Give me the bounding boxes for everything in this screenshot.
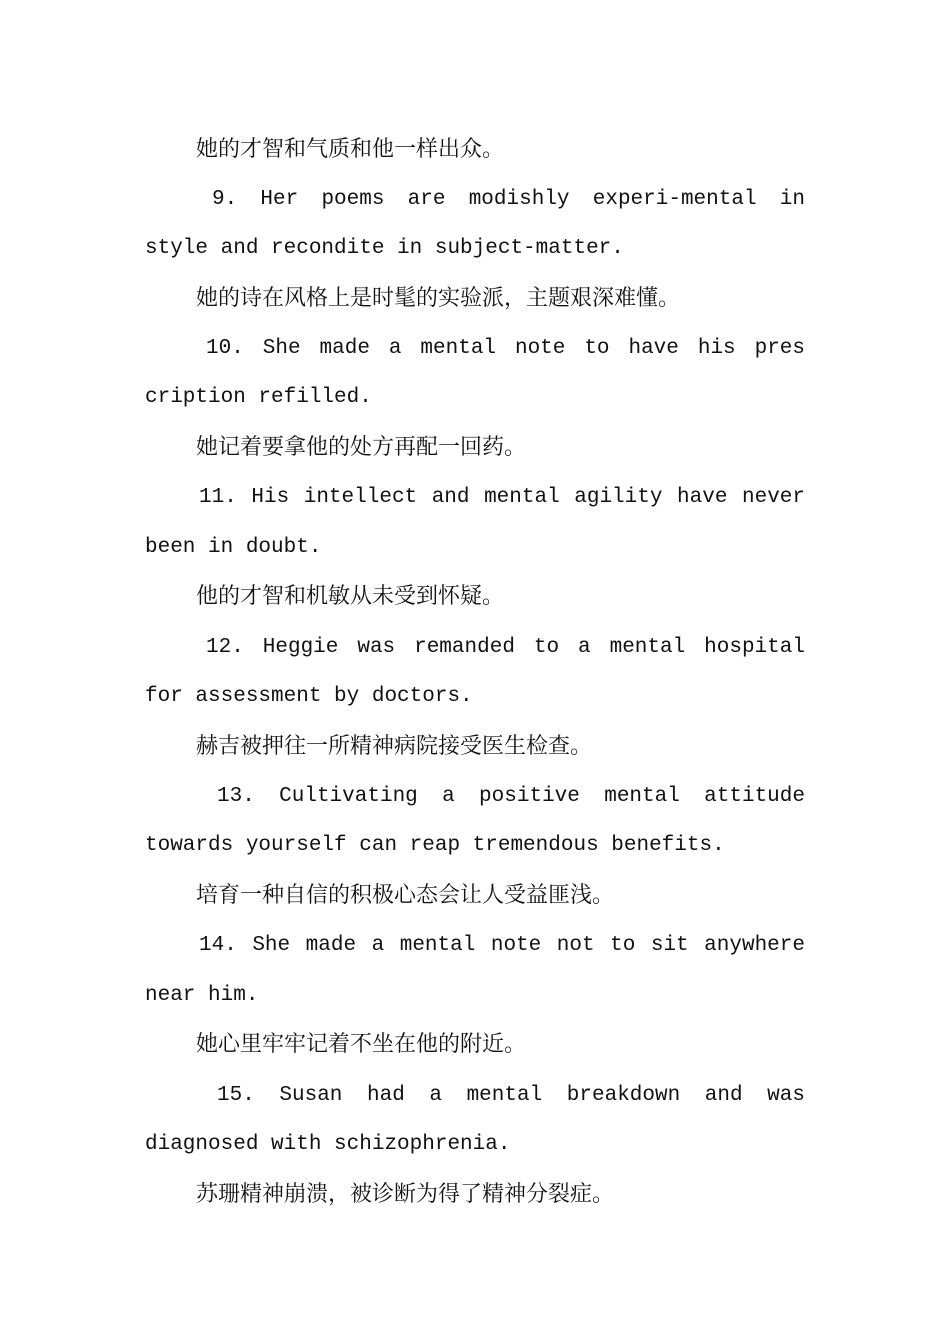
translation-line-15: 苏珊精神崩溃，被诊断为得了精神分裂症。	[196, 1182, 615, 1207]
example-9-line-1: 9. Her poems are modishly experi-mental in	[212, 188, 805, 211]
example-14-line-1: 14. She made a mental note not to sit anywhere	[199, 934, 805, 957]
translation-line-13: 培育一种自信的积极心态会让人受益匪浅。	[196, 883, 615, 908]
example-13-line-1: 13. Cultivating a positive mental attitude	[217, 785, 805, 808]
example-13-line-2: towards yourself can reap tremendous benefits.	[145, 834, 725, 857]
translation-line-11: 他的才智和机敏从未受到怀疑。	[196, 584, 505, 609]
example-9-line-2: style and recondite in subject-matter.	[145, 237, 624, 260]
translation-line-8: 她的才智和气质和他一样出众。	[196, 137, 505, 162]
example-15-line-2: diagnosed with schizophrenia.	[145, 1133, 511, 1156]
translation-line-14: 她心里牢牢记着不坐在他的附近。	[196, 1032, 527, 1057]
translation-line-9: 她的诗在风格上是时髦的实验派，主题艰深难懂。	[196, 286, 681, 311]
translation-line-12: 赫吉被押往一所精神病院接受医生检查。	[196, 734, 593, 759]
example-12-line-1: 12. Heggie was remanded to a mental hospital	[206, 636, 805, 659]
example-11-line-2: been in doubt.	[145, 536, 322, 559]
example-10-line-1: 10. She made a mental note to have his pres	[206, 337, 805, 360]
example-11-line-1: 11. His intellect and mental agility have never	[199, 486, 805, 509]
example-12-line-2: for assessment by doctors.	[145, 685, 473, 708]
example-14-line-2: near him.	[145, 984, 259, 1007]
example-15-line-1: 15. Susan had a mental breakdown and was	[217, 1084, 805, 1107]
translation-line-10: 她记着要拿他的处方再配一回药。	[196, 435, 527, 460]
example-10-line-2: cription refilled.	[145, 386, 372, 409]
